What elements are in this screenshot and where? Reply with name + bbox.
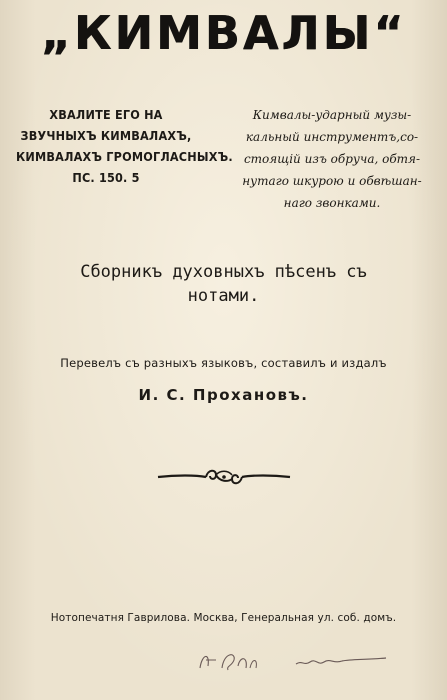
subtitle	[0, 260, 447, 308]
printer-imprint: Нотопечатня Гаврилова. Москва, Генеральная ул. соб. домъ.	[50, 612, 397, 624]
subtitle-line: Сборникъ духовныхъ пѣсенъ съ	[80, 262, 367, 282]
author-name: И. С. Прохановъ.	[138, 386, 309, 404]
ornament-divider	[156, 466, 292, 488]
compiler-credit: Перевелъ съ разныхъ языковъ, составилъ и издалъ	[60, 356, 387, 370]
epigraph-line: ЗВУЧНЫХЪ КИМВАЛАХЪ,	[20, 128, 192, 143]
epigraph-line: КИМВАЛАХЪ ГРОМОГЛАСНЫХЪ.	[16, 149, 233, 164]
definition-line: стоящій изъ обруча, обтя-	[243, 152, 421, 166]
definition-line: нутаго шкурою и обвѣшан-	[242, 174, 422, 188]
epigraph-reference: ПС. 150. 5	[72, 170, 140, 185]
definition-text	[232, 104, 432, 214]
handwritten-signature	[192, 646, 412, 676]
subtitle-line: нотами.	[187, 286, 260, 306]
book-title: „КИМВАЛЫ“	[40, 6, 407, 60]
epigraph-line: ХВАЛИТЕ ЕГО НА	[49, 107, 163, 122]
epigraph	[16, 104, 233, 188]
definition-line: Кимвалы-ударный музы-	[252, 108, 412, 122]
definition-line: наго звонками.	[283, 196, 381, 210]
definition-line: кальный инструментъ,со-	[245, 130, 419, 144]
